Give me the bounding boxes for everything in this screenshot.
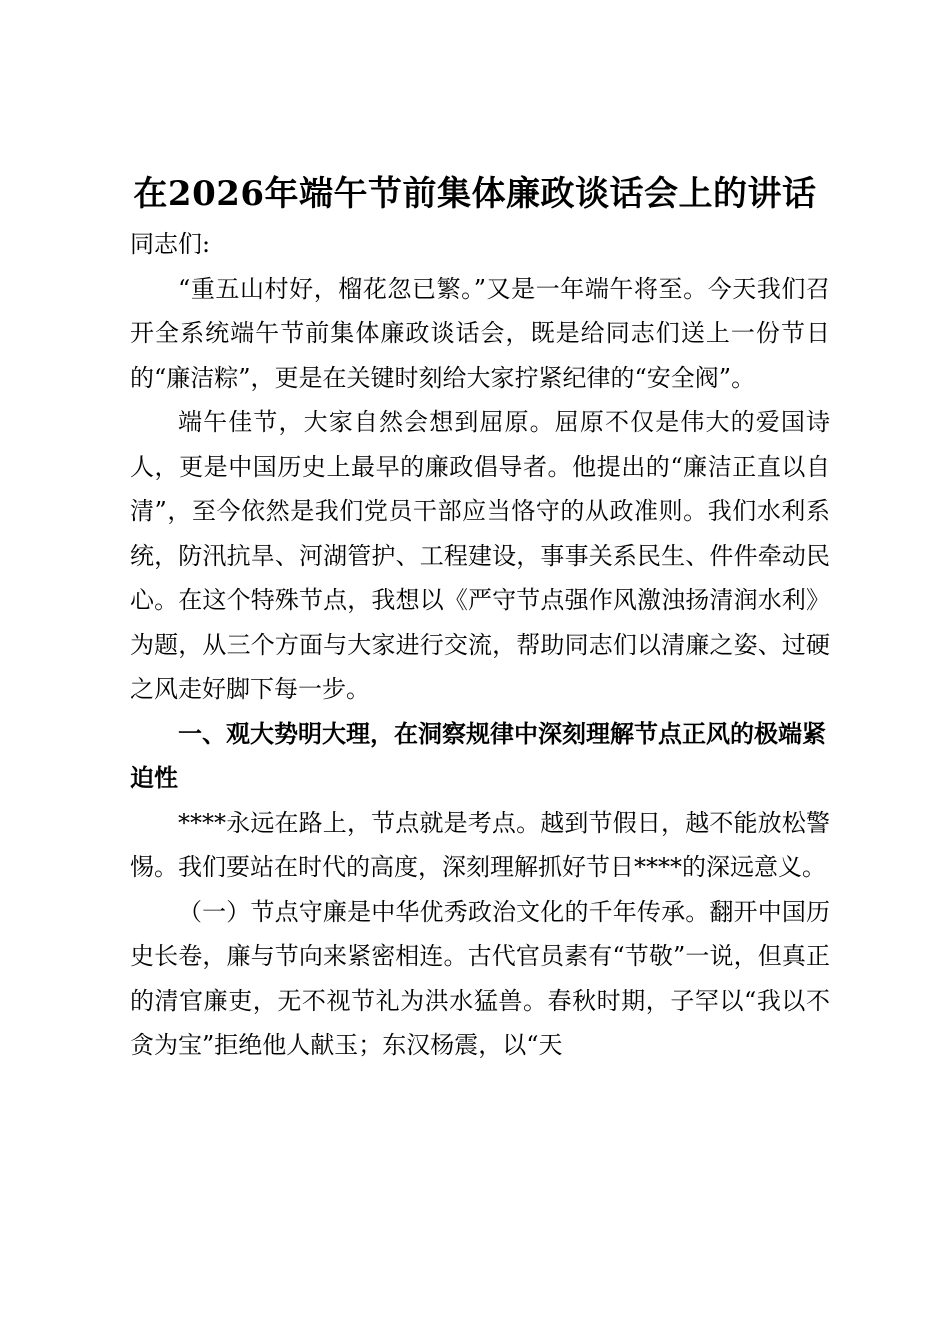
- section-heading-1: 一、观大势明大理，在洞察规律中深刻理解节点正风的极端紧迫性: [130, 718, 826, 792]
- paragraph-opening: “重五山村好，榴花忽已繁。”又是一年端午将至。今天我们召开全系统端午节前集体廉政谈话会，既是给同志们送上一份节日的“廉洁粽”，更是在关键时刻给大家拧紧纪律的“安全阀”。: [130, 274, 830, 392]
- paragraph-section-intro: ****永远在路上，节点就是考点。越到节假日，越不能放松警惕。我们要站在时代的高度，深刻理解抓好节日****的深远意义。: [130, 808, 830, 881]
- paragraph-quyuan: 端午佳节，大家自然会想到屈原。屈原不仅是伟大的爱国诗人，更是中国历史上最早的廉政倡导者。他提出的“廉洁正直以自清”，至今依然是我们党员干部应当恪守的从政准则。我们水利系统，防汛抗旱、河湖管护、工程建设，事事关系民生、件件牵动民心。在这个特殊节点，我想以《严守节点强作风激浊扬清润水利》为题，从三个方面与大家进行交流，帮助同志们以清廉之姿、过硬之风走好脚下每一步。: [130, 408, 830, 703]
- document-body: [130, 222, 830, 1068]
- document-title: 在2026年端午节前集体廉政谈话会上的讲话: [133, 174, 817, 214]
- salutation: 同志们:: [130, 230, 211, 258]
- paragraph-subsection-1: （一）节点守廉是中华优秀政治文化的千年传承。翻开中国历史长卷，廉与节向来紧密相连。古代官员素有“节敬”一说，但真正的清官廉吏，无不视节礼为洪水猛兽。春秋时期，子罕以“我以不贪为宝”拒绝他人献玉；东汉杨震，以“天: [130, 897, 830, 1059]
